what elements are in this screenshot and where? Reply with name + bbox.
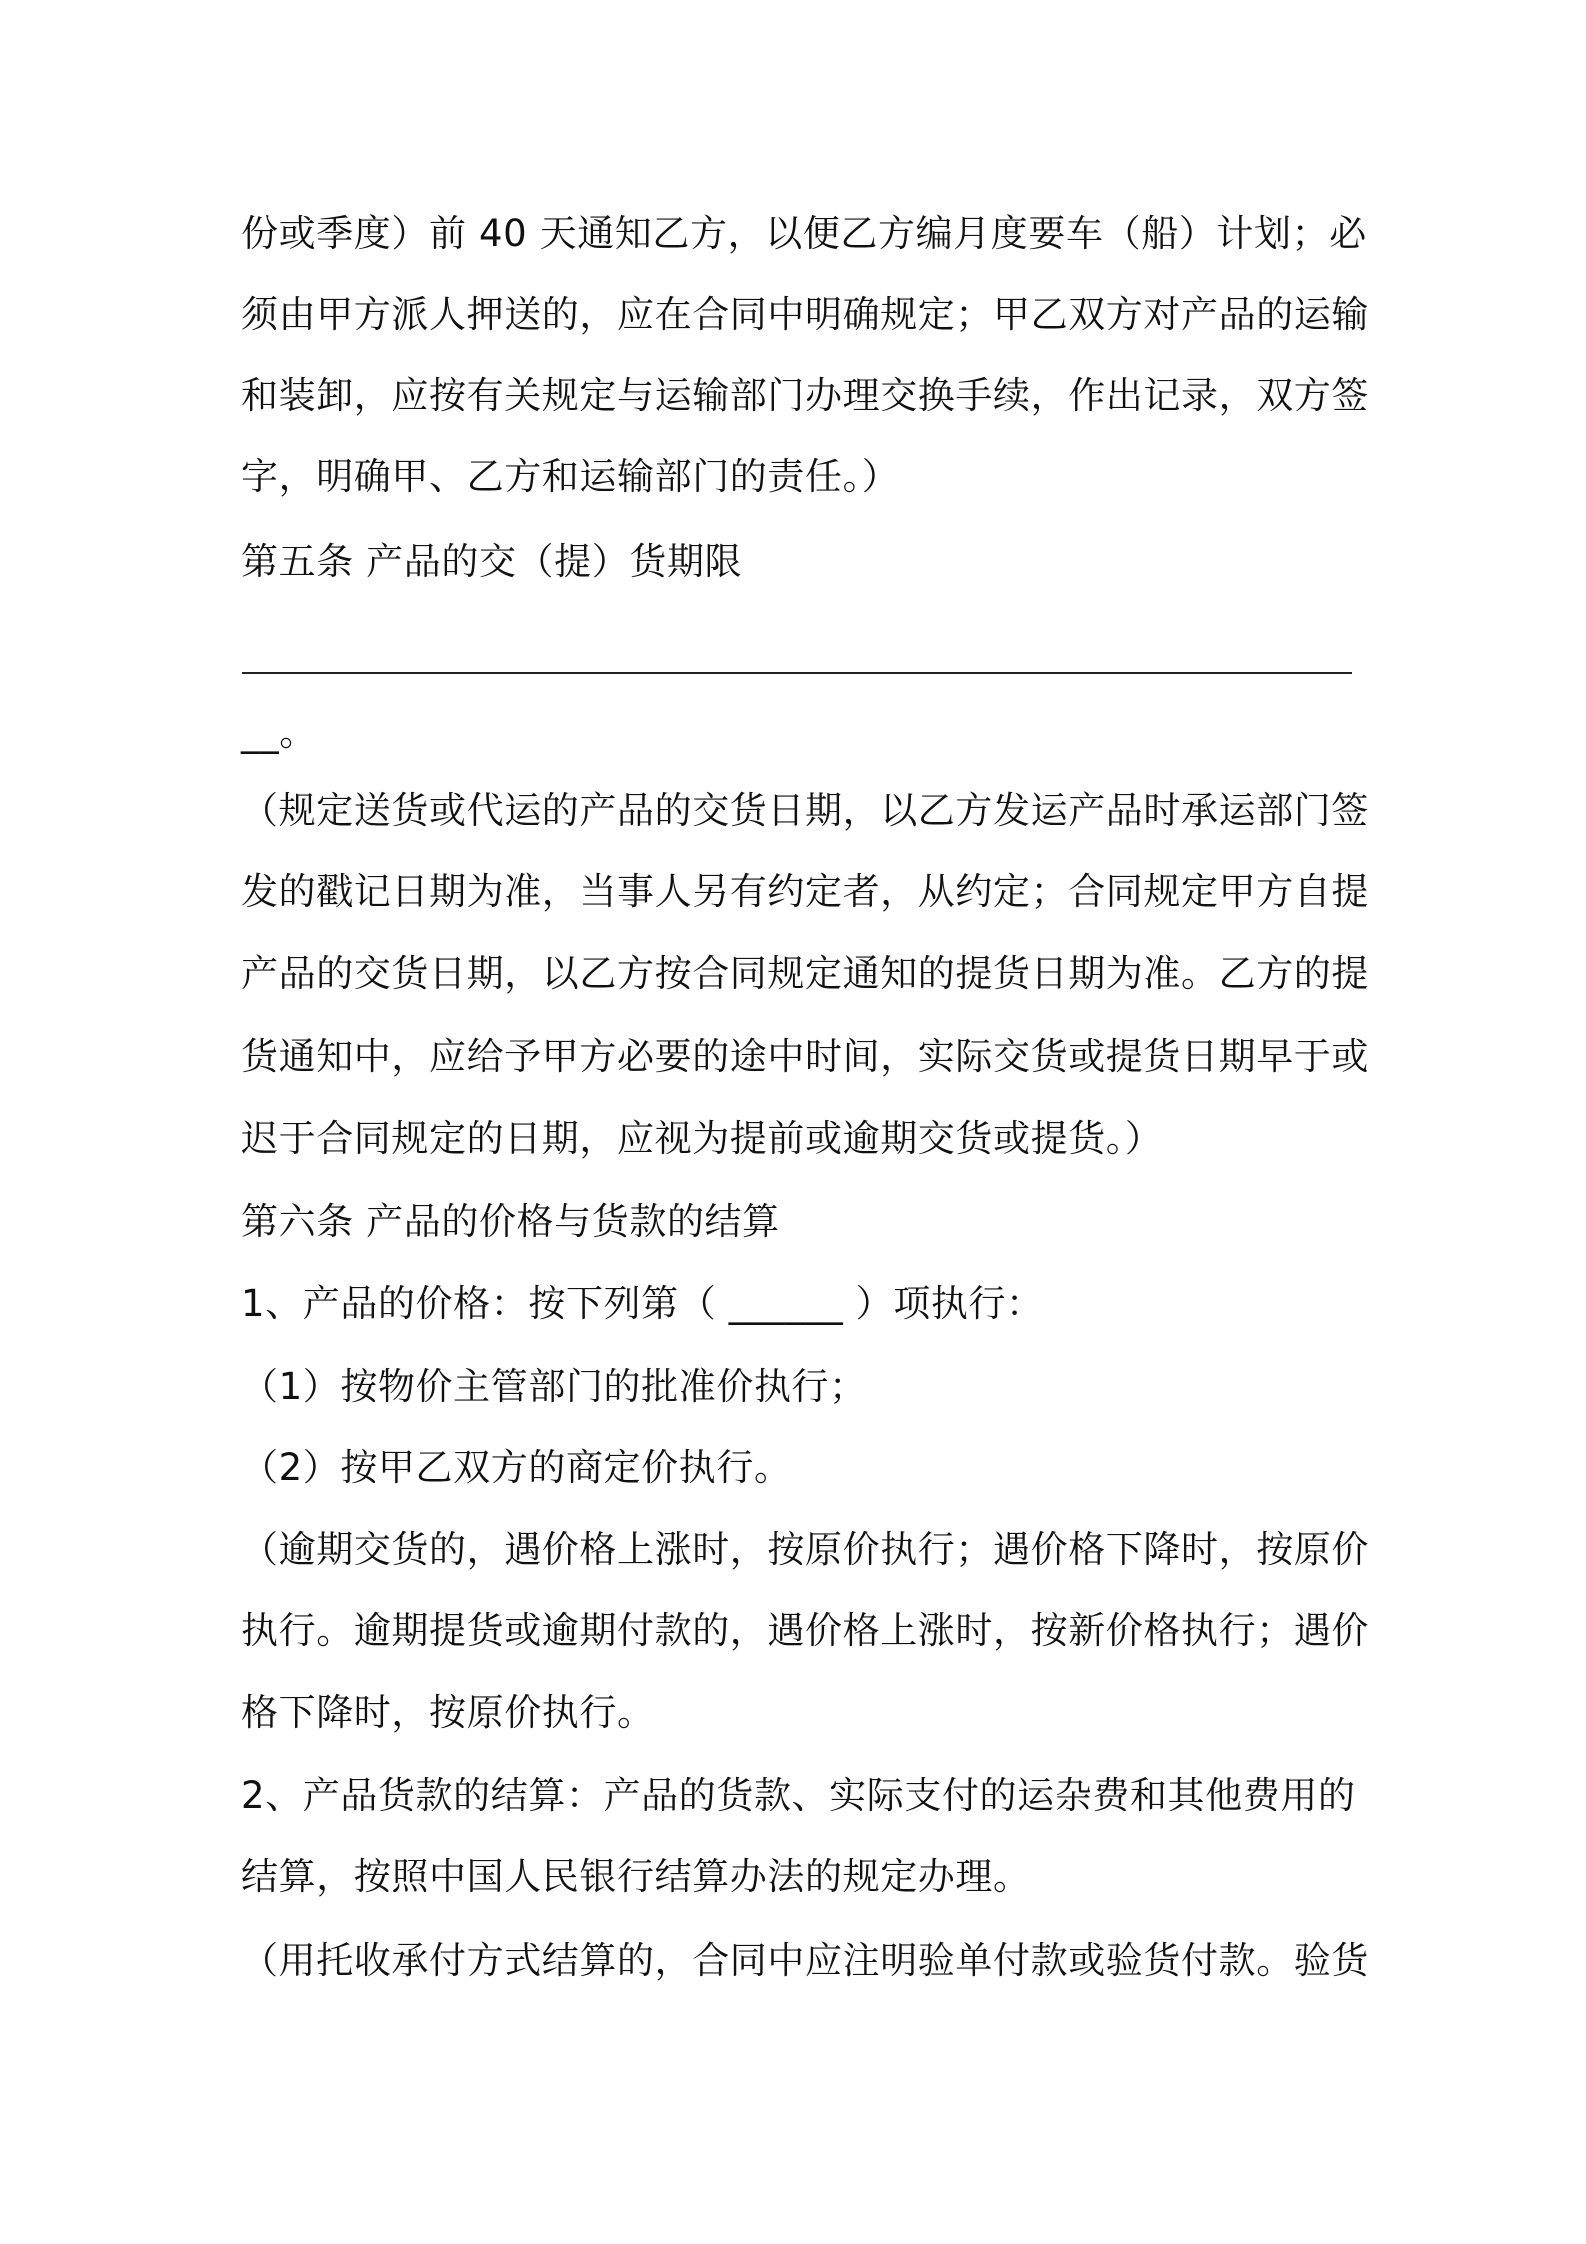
body-text-line: 格下降时，按原价执行。 <box>241 1691 655 1734</box>
body-text-line: （规定送货或代运的产品的交货日期，以乙方发运产品时承运部门签 <box>241 789 1369 832</box>
clause-line: 2、产品货款的结算：产品的货款、实际支付的运杂费和其他费用的 <box>241 1774 1356 1817</box>
fill-in-blank-end: __。 <box>241 711 317 754</box>
body-text-line: 和装卸，应按有关规定与运输部门办理交换手续，作出记录，双方签 <box>241 374 1369 417</box>
body-text-line: 结算，按照中国人民银行结算办法的规定办理。 <box>241 1855 1031 1898</box>
body-text-line: 迟于合同规定的日期，应视为提前或逾期交货或提货。） <box>241 1117 1163 1160</box>
body-text-line: 字，明确甲、乙方和运输部门的责任。） <box>241 455 900 498</box>
body-text-line: 份或季度）前 40 天通知乙方，以便乙方编月度要车（船）计划；必 <box>241 212 1367 255</box>
fill-in-blank-line <box>242 672 1352 674</box>
body-text-line: 须由甲方派人押送的，应在合同中明确规定；甲乙双方对产品的运输 <box>241 293 1369 336</box>
body-text-line: 执行。逾期提货或逾期付款的，遇价格上涨时，按新价格执行；遇价 <box>241 1609 1369 1652</box>
clause-option: （1）按物价主管部门的批准价执行； <box>241 1365 867 1408</box>
body-text-line: 产品的交货日期，以乙方按合同规定通知的提货日期为准。乙方的提 <box>241 952 1369 995</box>
body-text-line: 货通知中，应给予甲方必要的途中时间，实际交货或提货日期早于或 <box>241 1035 1369 1078</box>
article-heading: 第五条 产品的交（提）货期限 <box>241 540 743 583</box>
article-heading: 第六条 产品的价格与货款的结算 <box>241 1200 780 1243</box>
clause-line: 1、产品的价格：按下列第（ ______ ）项执行： <box>241 1282 1044 1325</box>
body-text-line: 发的戳记日期为准，当事人另有约定者，从约定；合同规定甲方自提 <box>241 870 1369 913</box>
body-text-line: （逾期交货的，遇价格上涨时，按原价执行；遇价格下降时，按原价 <box>241 1528 1369 1571</box>
clause-option: （2）按甲乙双方的商定价执行。 <box>241 1446 792 1489</box>
body-text-line: （用托收承付方式结算的，合同中应注明验单付款或验货付款。验货 <box>241 1939 1369 1982</box>
